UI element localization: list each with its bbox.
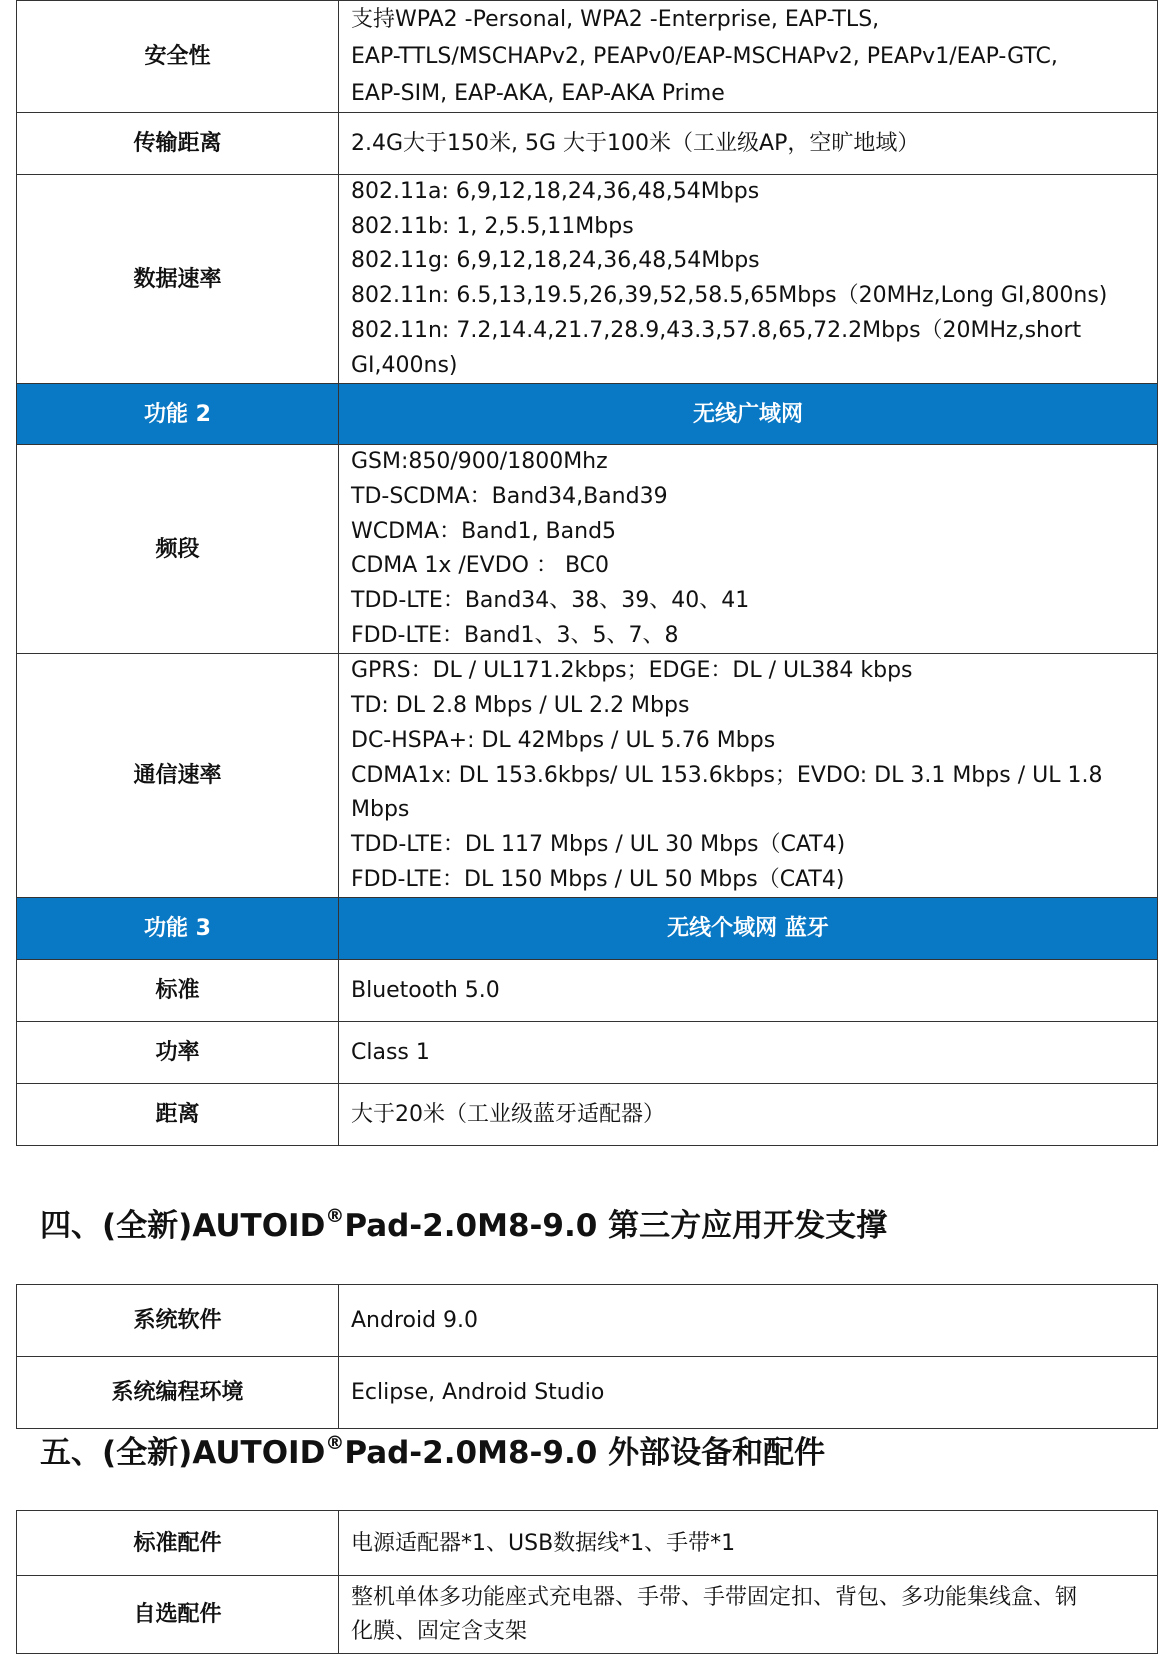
row-value	[339, 445, 1158, 654]
row-label: 标准配件	[17, 1511, 339, 1576]
value-line: 2.4G大于150米, 5G 大于100米（工业级AP，空旷地域）	[351, 131, 920, 156]
table-row	[17, 113, 1158, 175]
table-row	[17, 1022, 1158, 1084]
row-value: Eclipse, Android Studio	[339, 1357, 1158, 1429]
value-line: 802.11a: 6,9,12,18,24,36,48,54Mbps	[351, 179, 760, 204]
table-row	[17, 654, 1158, 898]
value-line: 化膜、固定含支架	[351, 1618, 528, 1644]
spec-table-accessories	[16, 1510, 1158, 1654]
header-value: 无线个域网 蓝牙	[339, 898, 1158, 960]
table-row	[17, 1576, 1158, 1654]
row-value	[339, 1576, 1158, 1654]
value-line: GPRS：DL / UL171.2kbps；EDGE：DL / UL384 kbps	[351, 658, 913, 684]
table-row	[17, 1357, 1158, 1429]
row-value: Bluetooth 5.0	[339, 960, 1158, 1022]
section-heading-5	[40, 1427, 825, 1472]
value-line: GSM:850/900/1800Mhz	[351, 449, 608, 475]
registered-mark: ®	[325, 1432, 345, 1454]
header-label: 功能 3	[17, 898, 339, 960]
table-row	[17, 175, 1158, 384]
row-label: 标准	[17, 960, 339, 1022]
row-value	[339, 654, 1158, 898]
heading-text: Pad-2.0M8-9.0 外部设备和配件	[344, 1435, 826, 1471]
value-line: DC-HSPA+: DL 42Mbps / UL 5.76 Mbps	[351, 727, 776, 753]
row-label: 安全性	[17, 1, 339, 113]
row-label: 通信速率	[17, 654, 339, 898]
section-header-row	[17, 384, 1158, 445]
table-row	[17, 1, 1158, 113]
value-line: FDD-LTE：DL 150 Mbps / UL 50 Mbps（CAT4)	[351, 866, 845, 892]
row-label: 距离	[17, 1084, 339, 1146]
value-line: CDMA1x: DL 153.6kbps/ UL 153.6kbps；EVDO: DL 3.1 Mbps / UL 1.8	[351, 762, 1103, 788]
value-line: TD-SCDMA：Band34,Band39	[351, 483, 668, 509]
value-line: 802.11n: 7.2,14.4,21.7,28.9,43.3,57.8,65,72.2Mbps（20MHz,short	[351, 317, 1082, 343]
value-line: WCDMA：Band1, Band5	[351, 518, 617, 544]
row-label: 系统编程环境	[17, 1357, 339, 1429]
table-row	[17, 445, 1158, 654]
heading-text: 五、(全新)AUTOID	[40, 1435, 326, 1471]
row-label: 频段	[17, 445, 339, 654]
value-line: Mbps	[351, 797, 410, 823]
table-row	[17, 1511, 1158, 1576]
row-label: 自选配件	[17, 1576, 339, 1654]
heading-text: Pad-2.0M8-9.0 第三方应用开发支撑	[344, 1208, 888, 1244]
value-line: EAP-TTLS/MSCHAPv2, PEAPv0/EAP-MSCHAPv2, PEAPv1/EAP-GTC,	[351, 44, 1058, 69]
row-value	[339, 1, 1158, 113]
table-row	[17, 960, 1158, 1022]
value-line: TDD-LTE：DL 117 Mbps / UL 30 Mbps（CAT4)	[351, 831, 846, 857]
registered-mark: ®	[325, 1205, 345, 1227]
value-line: 802.11b: 1, 2,5.5,11Mbps	[351, 213, 634, 239]
value-line: TD: DL 2.8 Mbps / UL 2.2 Mbps	[351, 693, 690, 719]
value-line: GI,400ns)	[351, 352, 458, 378]
heading-text: 四、(全新)AUTOID	[40, 1208, 326, 1244]
row-label: 数据速率	[17, 175, 339, 384]
row-value	[339, 175, 1158, 384]
spec-table-development	[16, 1284, 1158, 1429]
row-label: 功率	[17, 1022, 339, 1084]
row-label: 系统软件	[17, 1285, 339, 1357]
row-value: 大于20米（工业级蓝牙适配器）	[339, 1084, 1158, 1146]
header-value: 无线广域网	[339, 384, 1158, 445]
value-line: 802.11g: 6,9,12,18,24,36,48,54Mbps	[351, 248, 760, 274]
value-line: 802.11n: 6.5,13,19.5,26,39,52,58.5,65Mbps（20MHz,Long GI,800ns)	[351, 283, 1108, 309]
section-header-row	[17, 898, 1158, 960]
value-line: TDD-LTE：Band34、38、39、40、41	[351, 588, 750, 614]
table-row	[17, 1084, 1158, 1146]
value-line: 整机单体多功能座式充电器、手带、手带固定扣、背包、多功能集线盒、钢	[351, 1584, 1078, 1610]
spec-table-wireless	[16, 0, 1158, 1146]
value-line: CDMA 1x /EVDO ： BC0	[351, 553, 610, 579]
row-label: 传输距离	[17, 113, 339, 175]
row-value: 电源适配器*1、USB数据线*1、手带*1	[339, 1511, 1158, 1576]
row-value	[339, 113, 1158, 175]
value-line: 支持WPA2 -Personal, WPA2 -Enterprise, EAP-TLS,	[351, 7, 880, 32]
row-value: Class 1	[339, 1022, 1158, 1084]
section-heading-4	[40, 1200, 887, 1245]
value-line: FDD-LTE：Band1、3、5、7、8	[351, 622, 679, 648]
table-row	[17, 1285, 1158, 1357]
row-value: Android 9.0	[339, 1285, 1158, 1357]
header-label: 功能 2	[17, 384, 339, 445]
value-line: EAP-SIM, EAP-AKA, EAP-AKA Prime	[351, 81, 725, 106]
